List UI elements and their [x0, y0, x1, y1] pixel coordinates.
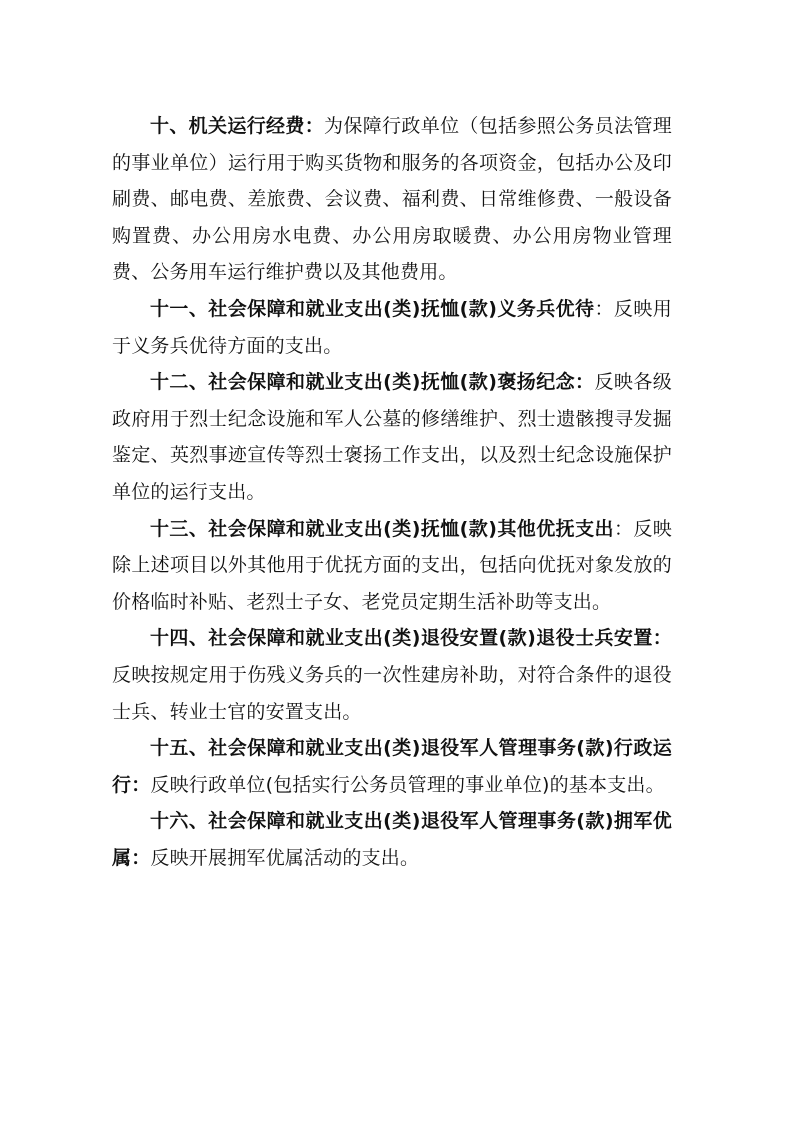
item-term: 十六、社会保障和就业支出(类)退役军人管理事务(款)拥军优属： [112, 810, 672, 869]
paragraph-item-15 [112, 730, 672, 803]
paragraph-item-13 [112, 511, 672, 621]
item-description: 反映按规定用于伤残义务兵的一次性建房补助，对符合条件的退役士兵、转业士官的安置支出。 [112, 663, 672, 723]
paragraph-item-10 [112, 108, 672, 291]
item-description: ：反映除上述项目以外其他用于优抚方面的支出，包括向优抚对象发放的价格临时补贴、老烈士子女、老党员定期生活补助等支出。 [112, 517, 672, 613]
item-description: 反映开展拥军优属活动的支出。 [150, 846, 420, 869]
item-description: 反映行政单位(包括实行公务员管理的事业单位)的基本支出。 [150, 773, 665, 796]
item-term: 十、机关运行经费： [150, 115, 325, 137]
item-description: ：反映用于义务兵优待方面的支出。 [112, 297, 672, 357]
item-term: 十五、社会保障和就业支出(类)退役军人管理事务(款)行政运行： [112, 737, 672, 796]
item-term: 十二、社会保障和就业支出(类)抚恤(款)褒扬纪念： [150, 371, 595, 394]
paragraph-item-16 [112, 803, 672, 876]
item-description: 反映各级政府用于烈士纪念设施和军人公墓的修缮维护、烈士遗骸搜寻发掘鉴定、英烈事迹宣传等烈士褒扬工作支出，以及烈士纪念设施保护单位的运行支出。 [112, 371, 672, 503]
item-description: 为保障行政单位（包括参照公务员法管理的事业单位）运行用于购买货物和服务的各项资金，包括办公及印刷费、邮电费、差旅费、会议费、福利费、日常维修费、一般设备购置费、办公用房水电费、办公用房取暖费、办公用房物业管理费、公务用车运行维护费以及其他费用。 [112, 115, 672, 284]
item-term: 十三、社会保障和就业支出(类)抚恤(款)其他优抚支出 [150, 517, 614, 540]
paragraph-item-14 [112, 620, 672, 730]
paragraph-item-11 [112, 291, 672, 364]
item-term: 十一、社会保障和就业支出(类)抚恤(款)义务兵优待 [150, 297, 595, 320]
document-body [112, 108, 672, 876]
paragraph-item-12 [112, 364, 672, 510]
item-term: 十四、社会保障和就业支出(类)退役安置(款)退役士兵安置： [150, 627, 672, 650]
